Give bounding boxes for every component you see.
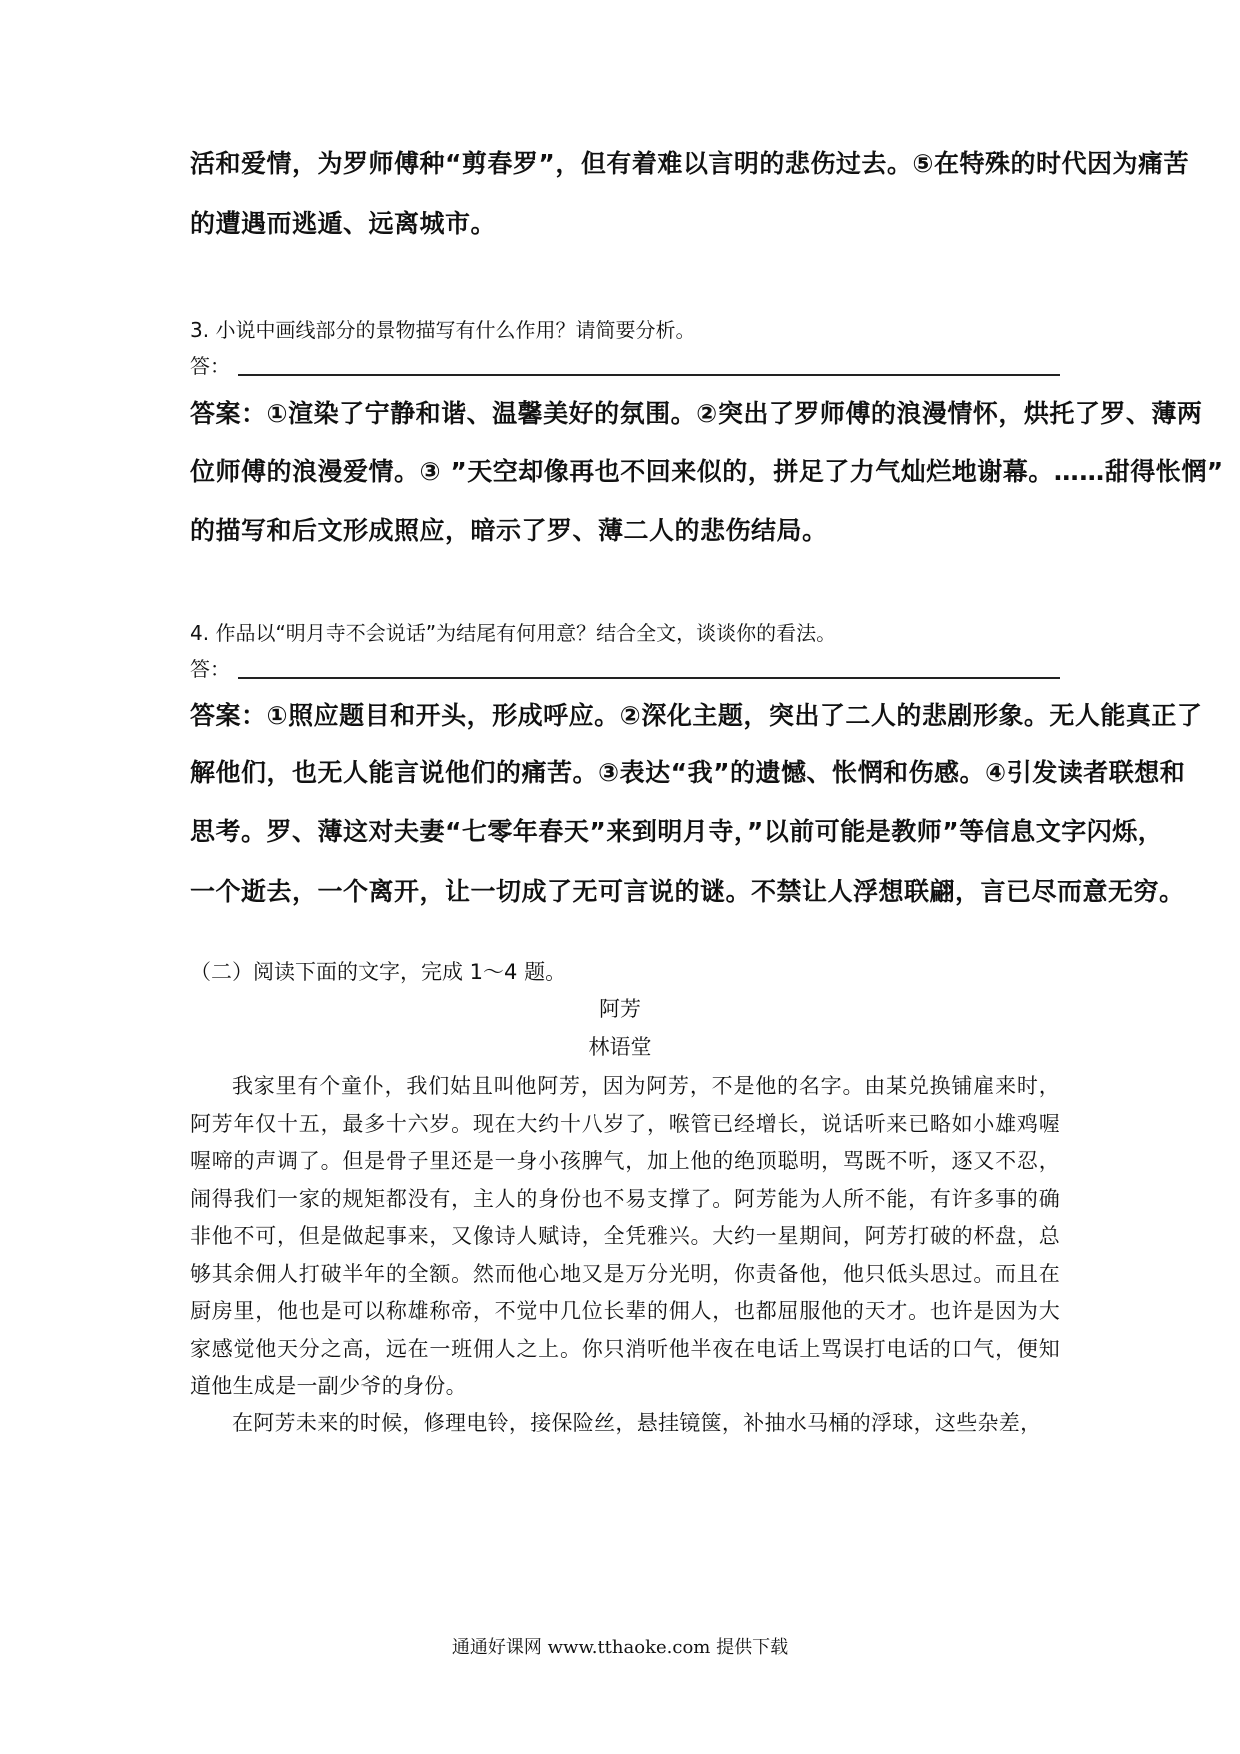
answer-4-line-3: 思考。罗、薄这对夫妻“七零年春天”来到明月寺，”以前可能是教师”等信息文字闪烁， (190, 817, 1164, 846)
article-title: 阿芳 (599, 997, 641, 1021)
article-author: 林语堂 (588, 1035, 652, 1059)
answer-3-line-2: 位师傅的浪漫爱情。③ ”天空却像再也不回来似的，拼足了力气灿烂地谢幕。……甜得怅惘” (190, 457, 1224, 486)
footer-source: 通通好课网 www.tthaoke.com 提供下载 (451, 1637, 789, 1658)
question-3: 3. 小说中画线部分的景物描写有什么作用？请简要分析。 (190, 318, 696, 342)
answer-label: 答： (190, 354, 230, 378)
answer-4-line-4: 一个逝去，一个离开，让一切成了无可言说的谜。不禁让人浮想联翩，言已尽而意无穷。 (190, 877, 1185, 906)
question-4: 4. 作品以“明月寺不会说话”为结尾有何用意？结合全文，谈谈你的看法。 (190, 621, 837, 645)
article-paragraph-1: 我家里有个童仆，我们姑且叫他阿芳，因为阿芳，不是他的名字。由某兑换铺雇来时，阿芳年仅十五，最多十六岁。现在大约十八岁了，喉管已经增长，说话听来已略如小雄鸡喔喔啼的声调了。但是骨子里还是一身小孩脾气，加上他的绝顶聪明，骂既不听，逐又不忍，闹得我们一家的规矩都没有，主人的身份也不易支撑了。阿芳能为人所不能，有许多事的确非他不可，但是做起事来，又像诗人赋诗，全凭雅兴。大约一星期间，阿芳打破的杯盘，总够其余佣人打破半年的全额。然而他心地又是万分光明，你责备他，他只低头思过。而且在厨房里，他也是可以称雄称帝，不觉中几位长辈的佣人，也都屈服他的天才。也许是因为大家感觉他天分之高，远在一班佣人之上。你只消听他半夜在电话上骂误打电话的口气，便知道他生成是一副少爷的身份。 (190, 1074, 1060, 1398)
text-line: 的遭遇而逃遁、远离城市。 (190, 209, 497, 238)
answer-line-4[interactable] (190, 655, 1060, 685)
answer-label: 答： (190, 657, 230, 681)
section-intro: （二）阅读下面的文字，完成 1～4 题。 (190, 960, 567, 984)
answer-underline (238, 677, 1060, 679)
answer-4-line-2: 解他们，也无人能言说他们的痛苦。③表达“我”的遗憾、怅惘和伤感。④引发读者联想和 (190, 758, 1186, 787)
answer-line-3[interactable] (190, 352, 1060, 382)
answer-3-line-1: 答案：①渲染了宁静和谐、温馨美好的氛围。②突出了罗师傅的浪漫情怀，烘托了罗、薄两 (190, 399, 1203, 428)
answer-4-line-1: 答案：①照应题目和开头，形成呼应。②深化主题，突出了二人的悲剧形象。无人能真正了 (190, 701, 1203, 730)
article-paragraph-2: 在阿芳未来的时候，修理电铃，接保险丝，悬挂镜箧，补抽水马桶的浮球，这些杂差， (232, 1411, 1042, 1435)
answer-underline (238, 374, 1060, 376)
answer-3-line-3: 的描写和后文形成照应，暗示了罗、薄二人的悲伤结局。 (190, 516, 828, 545)
text-line: 活和爱情，为罗师傅种“剪春罗”，但有着难以言明的悲伤过去。⑤在特殊的时代因为痛苦 (190, 149, 1190, 178)
